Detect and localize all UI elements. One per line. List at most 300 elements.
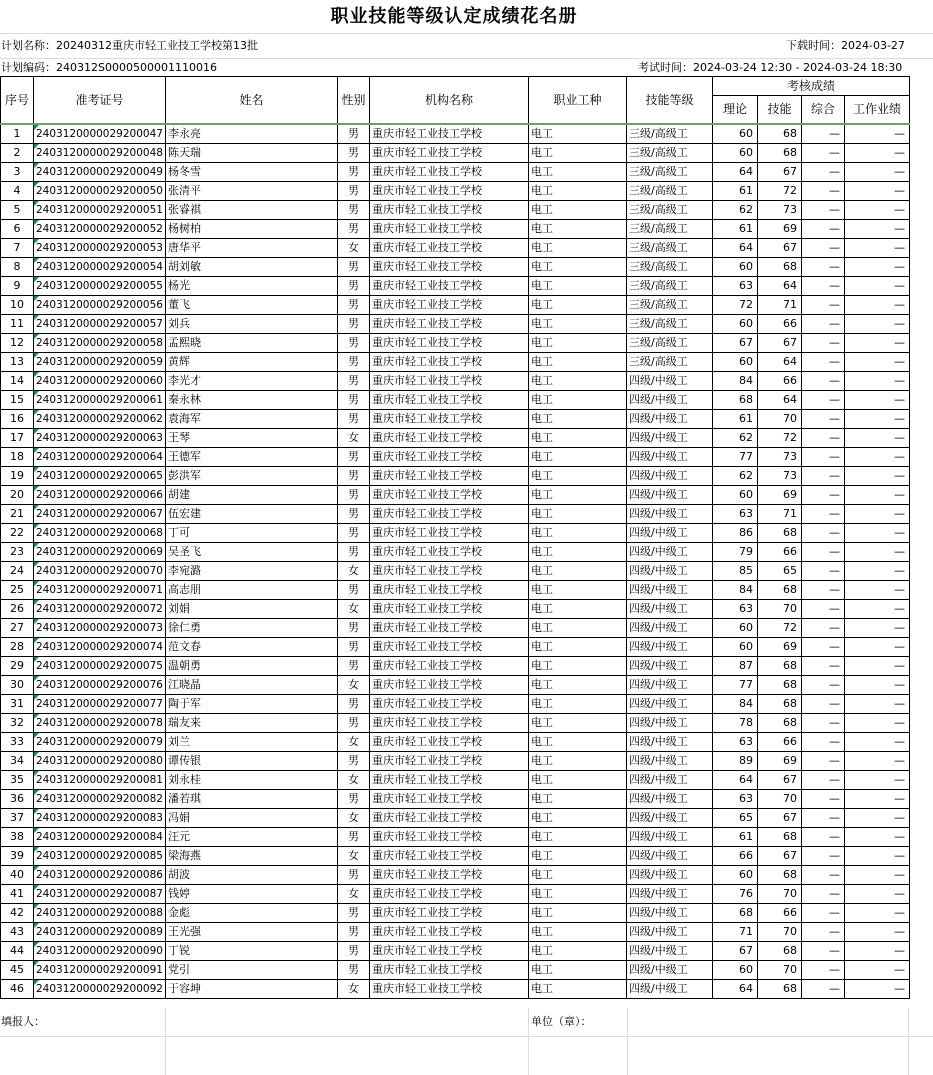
- cell-skill: 68: [758, 124, 802, 144]
- cell-gender: 男: [338, 124, 370, 144]
- cell-skill: 68: [758, 714, 802, 733]
- cell-theory: 77: [713, 676, 758, 695]
- plan-name-row: [1, 39, 258, 53]
- col-header-ticket: 准考证号: [34, 77, 166, 125]
- cell-theory: 61: [713, 410, 758, 429]
- cell-name: 潘若琪: [166, 790, 338, 809]
- col-header-level: 技能等级: [627, 77, 713, 125]
- cell-seq: 43: [1, 923, 34, 942]
- cell-org: 重庆市轻工业技工学校: [370, 334, 529, 353]
- cell-overall: —: [802, 163, 845, 182]
- plan-name-label: 计划名称：: [1, 39, 56, 52]
- cell-level: 四级/中级工: [627, 923, 713, 942]
- cell-overall: —: [802, 942, 845, 961]
- cell-seq: 2: [1, 144, 34, 163]
- cell-work: —: [845, 600, 910, 619]
- table-row: [1, 334, 910, 353]
- cell-ticket: 2403120000029200056: [34, 296, 166, 315]
- cell-ticket: 2403120000029200088: [34, 904, 166, 923]
- cell-gender: 男: [338, 410, 370, 429]
- cell-ticket: 2403120000029200082: [34, 790, 166, 809]
- cell-name: 张清平: [166, 182, 338, 201]
- cell-name: 汪元: [166, 828, 338, 847]
- cell-overall: —: [802, 258, 845, 277]
- cell-occupation: 电工: [529, 258, 627, 277]
- col-header-seq: 序号: [1, 77, 34, 125]
- table-row: [1, 600, 910, 619]
- cell-skill: 66: [758, 543, 802, 562]
- cell-org: 重庆市轻工业技工学校: [370, 752, 529, 771]
- cell-level: 四级/中级工: [627, 714, 713, 733]
- cell-gender: 男: [338, 904, 370, 923]
- cell-ticket: 2403120000029200086: [34, 866, 166, 885]
- cell-org: 重庆市轻工业技工学校: [370, 124, 529, 144]
- plan-name-value: 20240312重庆市轻工业技工学校第13批: [56, 39, 258, 52]
- cell-org: 重庆市轻工业技工学校: [370, 201, 529, 220]
- cell-gender: 男: [338, 942, 370, 961]
- col-header-theory: 理论: [713, 96, 758, 125]
- cell-skill: 66: [758, 733, 802, 752]
- sheet-gridline: [0, 1036, 933, 1037]
- cell-skill: 73: [758, 448, 802, 467]
- cell-overall: —: [802, 809, 845, 828]
- cell-gender: 男: [338, 220, 370, 239]
- cell-overall: —: [802, 695, 845, 714]
- cell-skill: 66: [758, 372, 802, 391]
- cell-work: —: [845, 714, 910, 733]
- cell-theory: 60: [713, 144, 758, 163]
- cell-skill: 68: [758, 828, 802, 847]
- cell-overall: —: [802, 220, 845, 239]
- cell-skill: 71: [758, 505, 802, 524]
- table-row: [1, 277, 910, 296]
- table-row: [1, 144, 910, 163]
- table-row: [1, 448, 910, 467]
- cell-overall: —: [802, 410, 845, 429]
- cell-level: 四级/中级工: [627, 809, 713, 828]
- cell-ticket: 2403120000029200066: [34, 486, 166, 505]
- cell-gender: 男: [338, 657, 370, 676]
- cell-gender: 女: [338, 562, 370, 581]
- cell-gender: 女: [338, 429, 370, 448]
- cell-seq: 22: [1, 524, 34, 543]
- col-header-gender: 性别: [338, 77, 370, 125]
- cell-seq: 4: [1, 182, 34, 201]
- cell-gender: 男: [338, 182, 370, 201]
- cell-work: —: [845, 467, 910, 486]
- cell-overall: —: [802, 467, 845, 486]
- cell-theory: 61: [713, 182, 758, 201]
- cell-seq: 40: [1, 866, 34, 885]
- cell-theory: 76: [713, 885, 758, 904]
- table-row: [1, 486, 910, 505]
- cell-level: 四级/中级工: [627, 467, 713, 486]
- cell-work: —: [845, 391, 910, 410]
- cell-gender: 男: [338, 353, 370, 372]
- cell-name: 伍宏建: [166, 505, 338, 524]
- cell-name: 徐仁勇: [166, 619, 338, 638]
- cell-level: 四级/中级工: [627, 657, 713, 676]
- cell-theory: 68: [713, 904, 758, 923]
- cell-theory: 64: [713, 771, 758, 790]
- cell-org: 重庆市轻工业技工学校: [370, 714, 529, 733]
- plan-code-label: 计划编码：: [1, 61, 56, 74]
- cell-work: —: [845, 410, 910, 429]
- table-row: [1, 353, 910, 372]
- cell-name: 胡波: [166, 866, 338, 885]
- cell-name: 王光强: [166, 923, 338, 942]
- cell-name: 吴圣飞: [166, 543, 338, 562]
- cell-seq: 12: [1, 334, 34, 353]
- cell-skill: 71: [758, 296, 802, 315]
- cell-seq: 32: [1, 714, 34, 733]
- cell-name: 黄辉: [166, 353, 338, 372]
- cell-ticket: 2403120000029200054: [34, 258, 166, 277]
- cell-name: 孟熙晓: [166, 334, 338, 353]
- cell-name: 陶于军: [166, 695, 338, 714]
- cell-level: 四级/中级工: [627, 581, 713, 600]
- cell-ticket: 2403120000029200071: [34, 581, 166, 600]
- cell-name: 唐华平: [166, 239, 338, 258]
- cell-theory: 60: [713, 961, 758, 980]
- cell-skill: 69: [758, 638, 802, 657]
- cell-seq: 30: [1, 676, 34, 695]
- cell-org: 重庆市轻工业技工学校: [370, 942, 529, 961]
- cell-theory: 84: [713, 581, 758, 600]
- cell-skill: 72: [758, 619, 802, 638]
- table-row: [1, 904, 910, 923]
- cell-gender: 男: [338, 334, 370, 353]
- cell-seq: 1: [1, 124, 34, 144]
- cell-org: 重庆市轻工业技工学校: [370, 676, 529, 695]
- cell-gender: 男: [338, 866, 370, 885]
- cell-overall: —: [802, 543, 845, 562]
- cell-name: 张睿祺: [166, 201, 338, 220]
- cell-level: 三级/高级工: [627, 334, 713, 353]
- cell-org: 重庆市轻工业技工学校: [370, 847, 529, 866]
- cell-level: 四级/中级工: [627, 866, 713, 885]
- table-body: [1, 124, 910, 999]
- col-header-name: 姓名: [166, 77, 338, 125]
- cell-occupation: 电工: [529, 752, 627, 771]
- cell-name: 刘娟: [166, 600, 338, 619]
- cell-org: 重庆市轻工业技工学校: [370, 258, 529, 277]
- cell-work: —: [845, 657, 910, 676]
- cell-gender: 女: [338, 733, 370, 752]
- cell-overall: —: [802, 201, 845, 220]
- cell-name: 李永亮: [166, 124, 338, 144]
- table-row: [1, 866, 910, 885]
- cell-org: 重庆市轻工业技工学校: [370, 467, 529, 486]
- cell-theory: 63: [713, 790, 758, 809]
- cell-theory: 60: [713, 124, 758, 144]
- cell-ticket: 2403120000029200078: [34, 714, 166, 733]
- cell-occupation: 电工: [529, 942, 627, 961]
- cell-seq: 33: [1, 733, 34, 752]
- table-row: [1, 296, 910, 315]
- cell-work: —: [845, 923, 910, 942]
- cell-level: 四级/中级工: [627, 543, 713, 562]
- cell-name: 袁海军: [166, 410, 338, 429]
- cell-occupation: 电工: [529, 182, 627, 201]
- cell-overall: —: [802, 562, 845, 581]
- cell-level: 三级/高级工: [627, 277, 713, 296]
- cell-occupation: 电工: [529, 714, 627, 733]
- table-row: [1, 828, 910, 847]
- cell-gender: 男: [338, 467, 370, 486]
- cell-work: —: [845, 790, 910, 809]
- cell-ticket: 2403120000029200076: [34, 676, 166, 695]
- cell-gender: 男: [338, 315, 370, 334]
- cell-seq: 45: [1, 961, 34, 980]
- cell-ticket: 2403120000029200080: [34, 752, 166, 771]
- cell-name: 于容坤: [166, 980, 338, 999]
- cell-level: 四级/中级工: [627, 752, 713, 771]
- cell-work: —: [845, 733, 910, 752]
- cell-theory: 86: [713, 524, 758, 543]
- cell-name: 杨冬雪: [166, 163, 338, 182]
- cell-theory: 71: [713, 923, 758, 942]
- table-row: [1, 714, 910, 733]
- cell-org: 重庆市轻工业技工学校: [370, 315, 529, 334]
- cell-ticket: 2403120000029200049: [34, 163, 166, 182]
- cell-name: 陈天瑞: [166, 144, 338, 163]
- cell-overall: —: [802, 885, 845, 904]
- cell-skill: 70: [758, 923, 802, 942]
- cell-org: 重庆市轻工业技工学校: [370, 866, 529, 885]
- cell-ticket: 2403120000029200063: [34, 429, 166, 448]
- cell-level: 四级/中级工: [627, 391, 713, 410]
- cell-gender: 女: [338, 885, 370, 904]
- cell-theory: 67: [713, 334, 758, 353]
- cell-org: 重庆市轻工业技工学校: [370, 695, 529, 714]
- cell-name: 杨树柏: [166, 220, 338, 239]
- cell-occupation: 电工: [529, 657, 627, 676]
- cell-work: —: [845, 562, 910, 581]
- unit-stamp-label: 单位（章）：: [531, 1015, 592, 1028]
- cell-gender: 男: [338, 828, 370, 847]
- cell-theory: 85: [713, 562, 758, 581]
- cell-gender: 男: [338, 923, 370, 942]
- cell-ticket: 2403120000029200092: [34, 980, 166, 999]
- cell-ticket: 2403120000029200051: [34, 201, 166, 220]
- cell-overall: —: [802, 372, 845, 391]
- cell-work: —: [845, 372, 910, 391]
- cell-work: —: [845, 828, 910, 847]
- cell-seq: 38: [1, 828, 34, 847]
- cell-ticket: 2403120000029200077: [34, 695, 166, 714]
- cell-gender: 男: [338, 790, 370, 809]
- cell-ticket: 2403120000029200061: [34, 391, 166, 410]
- cell-seq: 13: [1, 353, 34, 372]
- cell-theory: 60: [713, 638, 758, 657]
- cell-level: 四级/中级工: [627, 904, 713, 923]
- cell-seq: 26: [1, 600, 34, 619]
- cell-gender: 男: [338, 486, 370, 505]
- reporter-label: 填报人：: [1, 1015, 45, 1028]
- cell-seq: 11: [1, 315, 34, 334]
- cell-work: —: [845, 258, 910, 277]
- cell-occupation: 电工: [529, 524, 627, 543]
- cell-skill: 69: [758, 486, 802, 505]
- table-row: [1, 619, 910, 638]
- cell-skill: 69: [758, 220, 802, 239]
- cell-level: 四级/中级工: [627, 733, 713, 752]
- cell-level: 三级/高级工: [627, 220, 713, 239]
- cell-occupation: 电工: [529, 828, 627, 847]
- cell-theory: 60: [713, 353, 758, 372]
- cell-gender: 女: [338, 771, 370, 790]
- cell-overall: —: [802, 619, 845, 638]
- cell-seq: 18: [1, 448, 34, 467]
- sheet-gridline: [908, 1008, 909, 1075]
- cell-level: 四级/中级工: [627, 505, 713, 524]
- cell-level: 四级/中级工: [627, 448, 713, 467]
- cell-level: 四级/中级工: [627, 847, 713, 866]
- cell-overall: —: [802, 676, 845, 695]
- table-row: [1, 182, 910, 201]
- cell-overall: —: [802, 657, 845, 676]
- cell-ticket: 2403120000029200062: [34, 410, 166, 429]
- col-header-scores: 考核成绩: [713, 77, 910, 96]
- cell-ticket: 2403120000029200073: [34, 619, 166, 638]
- cell-org: 重庆市轻工业技工学校: [370, 410, 529, 429]
- exam-time-value: 2024-03-24 12:30 - 2024-03-24 18:30: [693, 61, 903, 74]
- cell-work: —: [845, 296, 910, 315]
- cell-level: 四级/中级工: [627, 429, 713, 448]
- cell-overall: —: [802, 391, 845, 410]
- cell-skill: 64: [758, 277, 802, 296]
- table-row: [1, 467, 910, 486]
- table-row: [1, 562, 910, 581]
- cell-skill: 68: [758, 676, 802, 695]
- cell-ticket: 2403120000029200074: [34, 638, 166, 657]
- cell-seq: 3: [1, 163, 34, 182]
- cell-org: 重庆市轻工业技工学校: [370, 239, 529, 258]
- cell-theory: 72: [713, 296, 758, 315]
- cell-seq: 35: [1, 771, 34, 790]
- cell-theory: 63: [713, 505, 758, 524]
- cell-skill: 68: [758, 980, 802, 999]
- cell-level: 四级/中级工: [627, 562, 713, 581]
- cell-gender: 女: [338, 809, 370, 828]
- cell-org: 重庆市轻工业技工学校: [370, 353, 529, 372]
- cell-level: 四级/中级工: [627, 410, 713, 429]
- cell-overall: —: [802, 638, 845, 657]
- cell-level: 四级/中级工: [627, 695, 713, 714]
- table-row: [1, 163, 910, 182]
- cell-skill: 70: [758, 600, 802, 619]
- table-row: [1, 410, 910, 429]
- cell-occupation: 电工: [529, 391, 627, 410]
- table-row: [1, 315, 910, 334]
- cell-name: 瑞友来: [166, 714, 338, 733]
- cell-work: —: [845, 163, 910, 182]
- cell-level: 四级/中级工: [627, 619, 713, 638]
- cell-occupation: 电工: [529, 980, 627, 999]
- cell-theory: 65: [713, 809, 758, 828]
- cell-org: 重庆市轻工业技工学校: [370, 828, 529, 847]
- cell-skill: 68: [758, 866, 802, 885]
- cell-gender: 男: [338, 391, 370, 410]
- table-row: [1, 124, 910, 144]
- cell-org: 重庆市轻工业技工学校: [370, 220, 529, 239]
- cell-occupation: 电工: [529, 410, 627, 429]
- cell-skill: 70: [758, 961, 802, 980]
- cell-gender: 男: [338, 695, 370, 714]
- cell-seq: 17: [1, 429, 34, 448]
- table-row: [1, 733, 910, 752]
- cell-skill: 72: [758, 182, 802, 201]
- cell-occupation: 电工: [529, 144, 627, 163]
- cell-level: 三级/高级工: [627, 163, 713, 182]
- cell-work: —: [845, 124, 910, 144]
- cell-ticket: 2403120000029200058: [34, 334, 166, 353]
- cell-overall: —: [802, 581, 845, 600]
- cell-org: 重庆市轻工业技工学校: [370, 429, 529, 448]
- cell-occupation: 电工: [529, 809, 627, 828]
- plan-code-row: [1, 61, 217, 75]
- table-row: [1, 752, 910, 771]
- cell-name: 江晓晶: [166, 676, 338, 695]
- cell-occupation: 电工: [529, 790, 627, 809]
- cell-occupation: 电工: [529, 372, 627, 391]
- cell-occupation: 电工: [529, 239, 627, 258]
- cell-level: 三级/高级工: [627, 315, 713, 334]
- cell-seq: 31: [1, 695, 34, 714]
- cell-overall: —: [802, 752, 845, 771]
- exam-time-label: 考试时间：: [638, 61, 693, 74]
- cell-theory: 87: [713, 657, 758, 676]
- cell-work: —: [845, 581, 910, 600]
- cell-ticket: 2403120000029200050: [34, 182, 166, 201]
- cell-ticket: 2403120000029200084: [34, 828, 166, 847]
- cell-skill: 66: [758, 904, 802, 923]
- cell-name: 王琴: [166, 429, 338, 448]
- cell-name: 彭洪军: [166, 467, 338, 486]
- cell-work: —: [845, 182, 910, 201]
- cell-org: 重庆市轻工业技工学校: [370, 543, 529, 562]
- cell-seq: 10: [1, 296, 34, 315]
- cell-seq: 16: [1, 410, 34, 429]
- cell-skill: 64: [758, 391, 802, 410]
- cell-theory: 84: [713, 372, 758, 391]
- cell-org: 重庆市轻工业技工学校: [370, 581, 529, 600]
- cell-gender: 男: [338, 258, 370, 277]
- cell-name: 范文春: [166, 638, 338, 657]
- cell-skill: 70: [758, 885, 802, 904]
- cell-org: 重庆市轻工业技工学校: [370, 790, 529, 809]
- cell-skill: 68: [758, 144, 802, 163]
- plan-code-value: 240312S0000500001110016: [56, 61, 217, 74]
- cell-org: 重庆市轻工业技工学校: [370, 923, 529, 942]
- cell-work: —: [845, 486, 910, 505]
- cell-skill: 67: [758, 809, 802, 828]
- cell-occupation: 电工: [529, 961, 627, 980]
- table-row: [1, 790, 910, 809]
- cell-work: —: [845, 334, 910, 353]
- cell-skill: 73: [758, 467, 802, 486]
- cell-overall: —: [802, 182, 845, 201]
- cell-gender: 男: [338, 505, 370, 524]
- sheet-gridline: [165, 1008, 166, 1075]
- cell-skill: 65: [758, 562, 802, 581]
- cell-work: —: [845, 277, 910, 296]
- cell-ticket: 2403120000029200090: [34, 942, 166, 961]
- cell-skill: 68: [758, 657, 802, 676]
- cell-seq: 20: [1, 486, 34, 505]
- cell-name: 董飞: [166, 296, 338, 315]
